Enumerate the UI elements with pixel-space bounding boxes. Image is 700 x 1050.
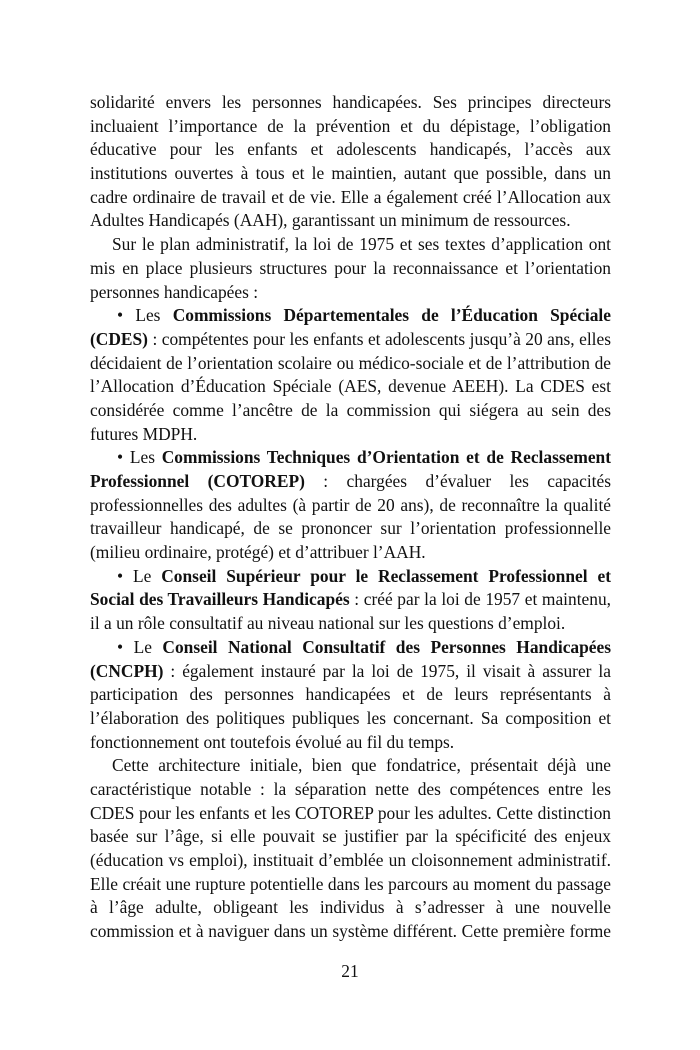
text-line (90, 399, 611, 423)
text-segment: Cette architecture initiale, bien que fondatrice, présentait déjà une (112, 755, 611, 776)
text-line (90, 470, 611, 494)
text-segment: considérée comme l’ancêtre de la commission qui siégera au sein des (90, 399, 611, 420)
text-line (90, 612, 611, 636)
bold-term: Commissions Départementales de l’Éducation Spéciale (172, 305, 611, 326)
text-segment: solidarité envers les personnes handicapées. Ses principes directeurs (90, 92, 611, 112)
text-line (90, 849, 611, 873)
bold-term: Commissions Techniques d’Orientation et de Reclassement (161, 447, 611, 468)
text-line (90, 517, 611, 541)
text-line (90, 209, 611, 233)
text-line (90, 778, 611, 802)
text-segment: • Le (117, 636, 163, 657)
text-line (90, 565, 611, 589)
bold-term: Conseil National Consultatif des Personnes Handicapées (162, 636, 611, 657)
text-segment: personnes handicapées : (90, 281, 259, 302)
paragraph (90, 233, 611, 304)
text-segment: fonctionnement ont toutefois évolué au fil du temps. (90, 731, 455, 752)
text-line (90, 825, 611, 849)
text-line (90, 588, 611, 612)
bold-term: Professionnel (COTOREP) (90, 471, 305, 491)
bullet-item (90, 565, 611, 636)
text-segment: travailleur handicapé, de se prononcer sur l’orientation professionnelle (90, 518, 611, 539)
bold-term: Conseil Supérieur pour le Reclassement Professionnel et (161, 565, 611, 586)
text-line (90, 873, 611, 897)
text-line (90, 115, 611, 139)
bullet-item (90, 636, 611, 754)
text-segment: Sur le plan administratif, la loi de 1975 et ses textes d’application ont (112, 234, 611, 255)
text-line (90, 446, 611, 470)
text-segment: incluaient l’importance de la prévention et du dépistage, l’obligation (90, 115, 611, 136)
text-segment: Adultes Handicapés (AAH), garantissant un minimum de ressources. (90, 210, 571, 231)
text-line (90, 683, 611, 707)
text-line (90, 896, 611, 920)
text-line (90, 281, 611, 305)
text-segment: cadre ordinaire de travail et de vie. Elle a également créé l’Allocation aux (90, 186, 611, 207)
text-segment: : compétentes pour les enfants et adolescents jusqu’à 20 ans, elles (147, 328, 611, 349)
text-line (90, 304, 611, 328)
text-segment: : chargées d’évaluer les capacités (304, 471, 611, 491)
text-line (90, 541, 611, 565)
text-line (90, 257, 611, 281)
text-line (90, 375, 611, 399)
text-segment: (éducation vs emploi), instituait d’emblée un cloisonnement administratif. (90, 850, 611, 870)
text-line (90, 138, 611, 162)
text-line (90, 328, 611, 352)
text-segment: CDES pour les enfants et les COTOREP pour les adultes. Cette distinction (90, 802, 611, 823)
text-line (90, 660, 611, 684)
text-segment: mis en place plusieurs structures pour la reconnaissance et l’orientation (90, 257, 611, 278)
bold-term: (CDES) (90, 328, 148, 349)
bold-term: Social des Travailleurs Handicapés (90, 589, 350, 610)
text-line (90, 162, 611, 186)
text-segment: • Les (117, 447, 162, 468)
paragraph (90, 91, 611, 233)
text-line (90, 802, 611, 826)
text-segment: : également instauré par la loi de 1975, il visait à assurer la (163, 660, 611, 681)
bullet-item (90, 304, 611, 446)
text-line (90, 494, 611, 518)
text-segment: futures MDPH. (90, 423, 198, 444)
text-line (90, 352, 611, 376)
text-line (90, 233, 611, 257)
text-segment: à l’âge adulte, obligeant les individus à s’adresser à une nouvelle (90, 897, 611, 918)
text-segment: professionnelles des adultes (à partir de 20 ans), de reconnaître la qualité (90, 494, 611, 515)
page-number: 21 (341, 961, 359, 981)
text-segment: : créé par la loi de 1957 et maintenu, (349, 589, 611, 610)
text-line (90, 754, 611, 778)
text-segment: • Le (117, 565, 162, 586)
text-line (90, 636, 611, 660)
text-segment: basée sur l’âge, si elle pouvait se justifier par la spécificité des enjeux (90, 826, 611, 847)
text-segment: l’élaboration des politiques publiques les concernant. Sa composition et (90, 707, 611, 728)
bullet-item (90, 446, 611, 564)
text-line (90, 707, 611, 731)
text-segment: il a un rôle consultatif au niveau national sur les questions d’emploi. (90, 613, 566, 634)
text-segment: Elle créait une rupture potentielle dans les parcours au moment du passage (90, 873, 611, 894)
text-segment: institutions ouvertes à tous et le maintien, autant que possible, dans un (90, 163, 611, 184)
paragraph (90, 754, 611, 944)
text-line (90, 731, 611, 755)
text-line (90, 186, 611, 210)
bold-term: (CNCPH) (90, 660, 164, 681)
text-segment: caractéristique notable : la séparation nette des compétences entre les (90, 778, 611, 799)
text-segment: participation des personnes handicapées et de leurs représentants à (90, 684, 611, 705)
text-segment: (milieu ordinaire, protégé) et d’attribuer l’AAH. (90, 542, 426, 563)
text-segment: éducative pour les enfants et adolescents handicapés, l’accès aux (90, 139, 611, 160)
text-segment: commission et à naviguer dans un système différent. Cette première forme (90, 921, 611, 942)
text-segment: • Les (117, 305, 173, 326)
text-line (90, 423, 611, 447)
text-line (90, 920, 611, 944)
page-body-text (90, 91, 611, 944)
text-segment: décidaient de l’orientation scolaire ou médico-sociale et de l’attribution de (90, 352, 611, 373)
text-segment: l’Allocation d’Éducation Spéciale (AES, devenue AEEH). La CDES est (90, 376, 611, 397)
text-line (90, 91, 611, 115)
